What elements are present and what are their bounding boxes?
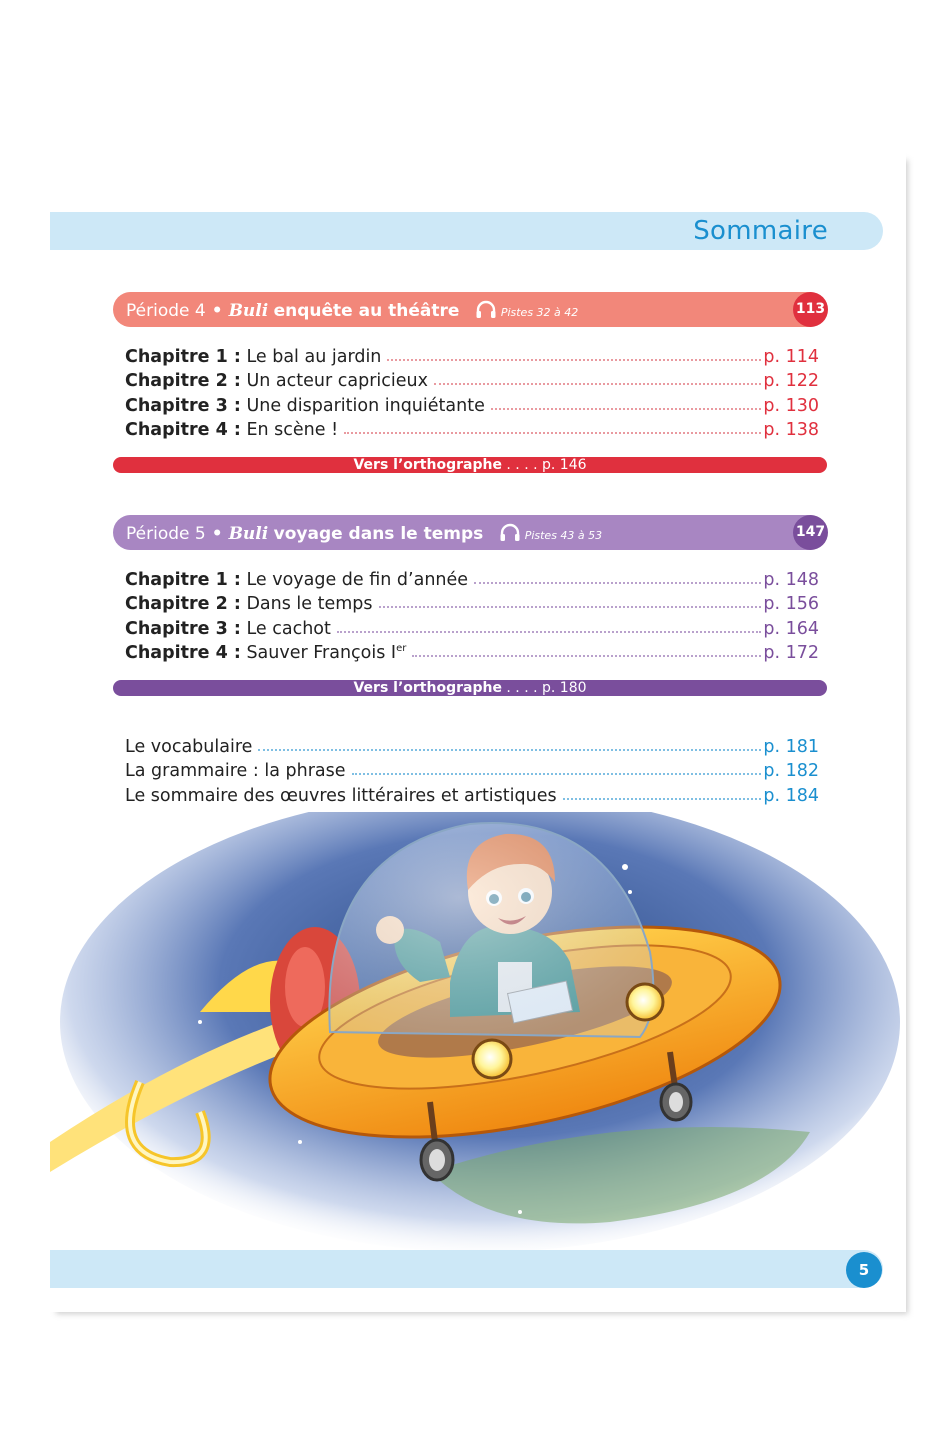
dot-leader [491, 408, 762, 410]
orthographe-dots: . . . . [506, 680, 538, 696]
chapter-page: p. 138 [763, 420, 819, 440]
headphones-icon [475, 299, 497, 324]
dot-leader [258, 749, 761, 751]
toc-row[interactable] [125, 367, 819, 392]
chapter-prefix: Chapitre 2 : [125, 371, 241, 391]
page-number: 5 [846, 1252, 882, 1288]
orthographe-label: Vers l’orthographe [353, 680, 502, 696]
period-theme: enquête au théâtre [273, 301, 460, 321]
annex-page: p. 181 [763, 736, 819, 757]
period-5-chapters [125, 565, 819, 663]
dot-leader [563, 798, 762, 800]
chapter-title: Le bal au jardin [246, 346, 382, 367]
dot-leader [379, 606, 762, 608]
chapter-page: p. 114 [763, 346, 819, 367]
annex-title: Le vocabulaire [125, 736, 253, 757]
period-4-header [113, 292, 827, 327]
toc-row[interactable] [125, 614, 819, 639]
chapter-prefix: Chapitre 3 : [125, 395, 241, 416]
pistes-label: Pistes 32 à 42 [500, 306, 579, 319]
dot-leader [344, 432, 761, 434]
chapter-title: En scène ! [246, 420, 339, 440]
dot-leader [387, 359, 761, 361]
chapter-title: Sauver François I [246, 643, 397, 663]
chapter-prefix: Chapitre 2 : [125, 594, 241, 614]
dot-leader [434, 383, 761, 385]
buli-logo: Buli [228, 301, 269, 321]
annexes-list [125, 732, 819, 806]
chapter-title: Le cachot [246, 618, 331, 639]
dot-leader [352, 773, 762, 775]
chapter-prefix: Chapitre 4 : [125, 420, 241, 440]
chapter-title: Une disparition inquiétante [246, 395, 485, 416]
toc-row[interactable] [125, 590, 819, 615]
orthographe-page: p. 180 [542, 680, 587, 696]
toc-row[interactable] [125, 391, 819, 416]
orthographe-bar-4[interactable] [113, 457, 827, 473]
bullet: • [211, 301, 223, 321]
period-start-page: 113 [793, 292, 828, 327]
pistes-label: Pistes 43 à 53 [524, 529, 603, 542]
chapter-page: p. 130 [763, 395, 819, 416]
buli-logo: Buli [228, 524, 269, 544]
page-title: Sommaire [693, 216, 828, 246]
chapter-page: p. 172 [763, 643, 819, 663]
dot-leader [412, 655, 761, 657]
chapter-title: Dans le temps [246, 594, 373, 614]
toc-row[interactable] [125, 416, 819, 441]
period-theme: voyage dans le temps [273, 524, 484, 544]
orthographe-bar-5[interactable] [113, 680, 827, 696]
period-start-page: 147 [793, 515, 828, 550]
toc-row[interactable] [125, 781, 819, 806]
annex-page: p. 182 [763, 761, 819, 781]
orthographe-label: Vers l’orthographe [353, 457, 502, 473]
chapter-prefix: Chapitre 4 : [125, 643, 241, 663]
toc-row[interactable] [125, 732, 819, 757]
chapter-prefix: Chapitre 3 : [125, 618, 241, 639]
chapter-title: Un acteur capricieux [246, 371, 428, 391]
toc-row[interactable] [125, 342, 819, 367]
annex-title: La grammaire : la phrase [125, 761, 346, 781]
toc-row[interactable] [125, 757, 819, 782]
chapter-title-sup: er [396, 643, 407, 655]
chapter-prefix: Chapitre 1 : [125, 346, 241, 367]
toc-row[interactable] [125, 639, 819, 664]
orthographe-page: p. 146 [542, 457, 587, 473]
chapter-page: p. 156 [763, 594, 819, 614]
chapter-page: p. 122 [763, 371, 819, 391]
chapter-prefix: Chapitre 1 : [125, 569, 241, 590]
period-4-chapters [125, 342, 819, 440]
period-label: Période 4 [126, 301, 206, 321]
dot-leader [474, 582, 761, 584]
chapter-title: Le voyage de fin d’année [246, 569, 469, 590]
child-in-flying-saucer-icon [50, 812, 906, 1252]
annex-page: p. 184 [763, 785, 819, 806]
chapter-page: p. 148 [763, 569, 819, 590]
page [50, 152, 906, 1312]
orthographe-dots: . . . . [506, 457, 538, 473]
annex-title: Le sommaire des œuvres littéraires et artistiques [125, 785, 557, 806]
toc-row[interactable] [125, 565, 819, 590]
period-5-header [113, 515, 827, 550]
period-label: Période 5 [126, 524, 206, 544]
bullet: • [211, 524, 223, 544]
dot-leader [337, 631, 762, 633]
footer-band [50, 1250, 883, 1288]
chapter-page: p. 164 [763, 618, 819, 639]
title-band [50, 212, 883, 250]
headphones-icon [499, 522, 521, 547]
